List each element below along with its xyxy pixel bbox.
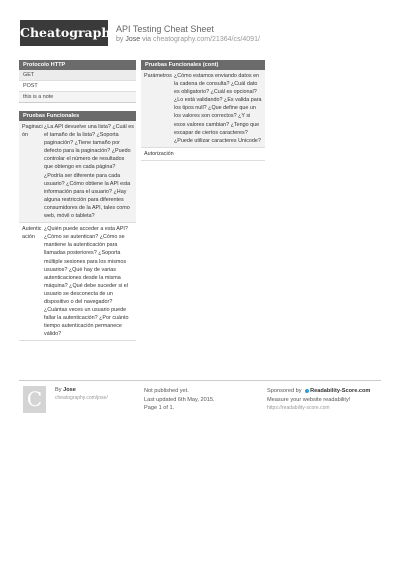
column-left [19,60,136,341]
pruebas-heading: Pruebas Funcionales [19,111,136,121]
byline-by: by [116,36,124,43]
pruebas-cont-heading: Pruebas Funcionales (cont) [141,60,265,70]
column-middle [141,60,265,161]
footer [19,380,381,417]
last-updated: Last updated 6th May, 2015. [144,396,215,403]
avatar[interactable]: C [23,386,46,413]
row-value [204,150,265,158]
footer-by: By [55,387,62,393]
table-row [141,148,265,161]
byline-via: via [142,36,152,43]
sponsor-name[interactable]: Readability-Score.com [310,388,371,394]
author-link[interactable]: Jose [125,36,141,43]
protocolo-note: this is a note [19,92,136,103]
sheet-title: API Testing Cheat Sheet [116,24,214,34]
footer-author-name[interactable]: Jose [63,387,76,393]
readability-logo-icon [305,389,309,393]
sponsor-link[interactable]: https://readability-score.com [267,405,330,411]
sponsor-text: Measure your website readability! [267,396,351,403]
table-row [141,70,265,148]
footer-author [55,387,76,393]
table-row [19,121,136,223]
protocolo-row: GET [19,70,136,81]
sponsor-prefix: Sponsored by [267,388,302,394]
row-value: ¿La API devuelve una lista? ¿Cuál es el tamaño de la lista? ¿Soporta paginación? ¿Tiene tamaño por defecto para la paginación? ¿Puedo controlar el número de resultados que obtengo en cada página? ¿Podría ser diferente para cada usuario? ¿Cómo obtiene la API esta información para el usuario? ¿Hay alguna restricción para diferentes consumidores de la API, tales como web, móvil o tableta? [44,124,134,220]
row-key: Autorización [144,150,174,157]
page-number: Page 1 of 1. [144,405,175,411]
footer-author-link[interactable]: cheatography.com/jose/ [55,395,108,401]
cheatography-logo[interactable]: Cheatography [20,20,108,46]
published-status: Not published yet. [144,388,189,394]
row-key: Paginación [22,124,43,139]
footer-meta [144,387,215,413]
sponsor-block [267,387,381,413]
header [0,0,400,58]
row-key: Parámetros [144,73,172,79]
protocolo-heading: Protocolo HTTP [19,60,136,70]
sheet-url-link[interactable]: cheatography.com/21364/cs/4091/ [153,36,260,43]
row-key: Autenticación [22,226,42,241]
row-value: ¿Quién puede acceder a esta API? ¿Cómo se autentican? ¿Cómo se mantiene la autenticación para llamadas posteriores? ¿Soporta múltiple sesiones para los mismos usuarios? ¿Qué hay de varias autenticaciones desde la misma máquina? ¿Qué debe suceder si el usuario se desconecta de un dispositivo o del navegador? ¿Cuántas veces un usuario puede fallar la autenticación? ¿Por cuánto tiempo autenticación permanece válido? [44,226,129,338]
row-value: ¿Cómo estamos enviando datos en la cadena de consulta? ¿Cuál dato es obligatorio? ¿Cuál es opcional? ¿Lo está validando? ¿Es valida para los tipos null? ¿Que define que un los valores son correctos? ¿Y si esos valores cambian? ¿Tengo que escapar de ciertos caracteres? ¿Puede utilizar caracteres Unicode? [174,73,262,144]
byline [116,36,260,43]
table-row [19,223,136,341]
protocolo-row: POST [19,81,136,92]
